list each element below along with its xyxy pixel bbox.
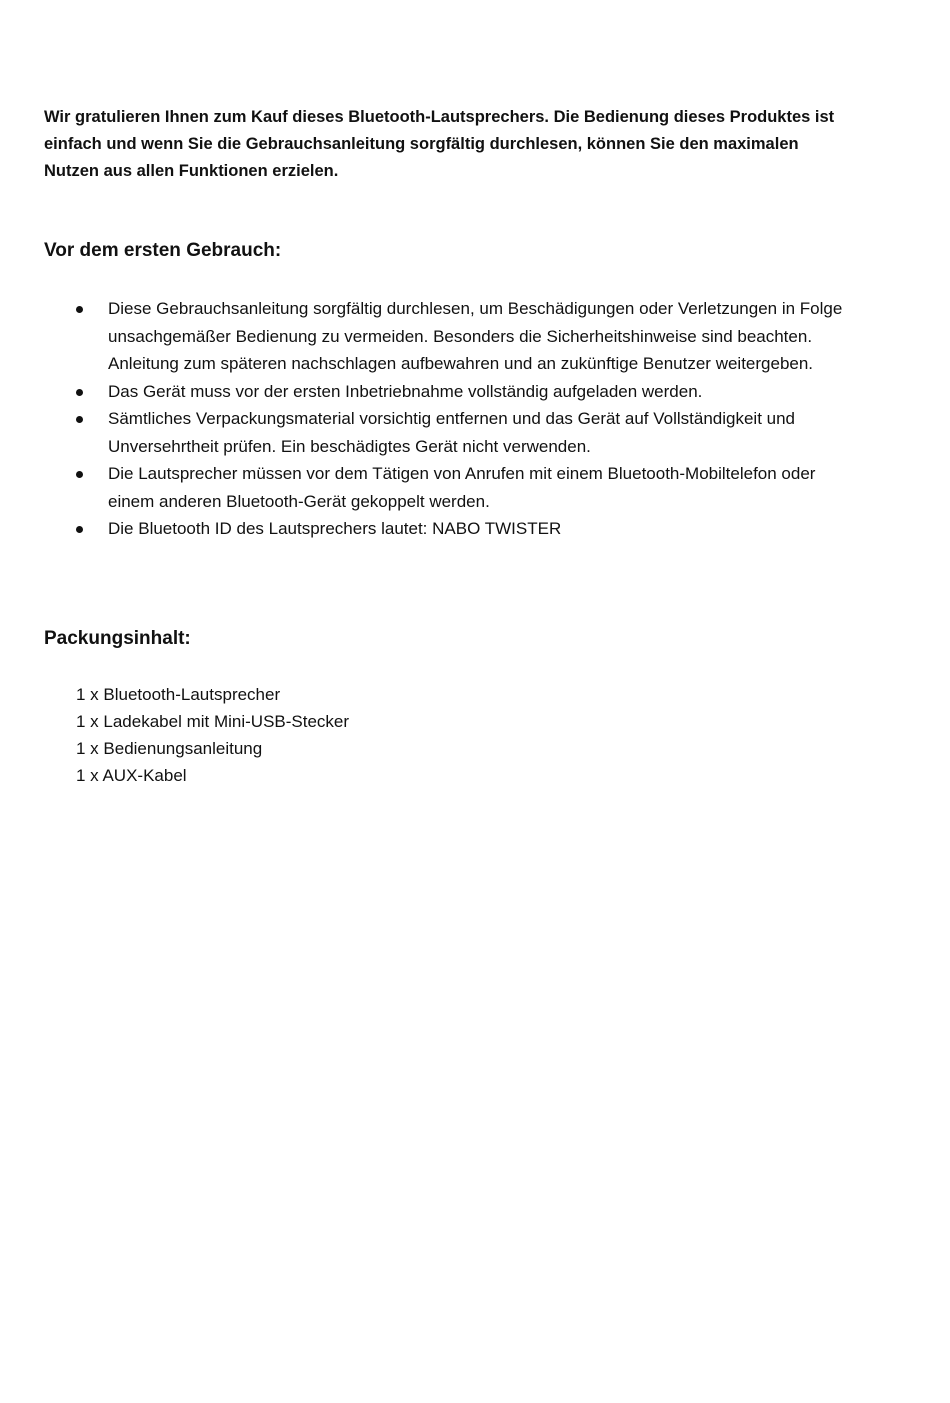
list-item-text: Diese Gebrauchsanleitung sorgfältig durchlesen, um Beschädigungen oder Verletzungen in Folge unsachgemäßer Bedienung zu vermeiden. Besonders die Sicherheitshinweise sind beachten. Anleitung zum späteren nachschlagen aufbewahren und an zukünftige Benutzer weitergeben. — [108, 299, 843, 373]
intro-paragraph: Wir gratulieren Ihnen zum Kauf dieses Bluetooth-Lautsprechers. Die Bedienung dieses Produktes ist einfach und wenn Sie die Gebrauchsanleitung sorgfältig durchlesen, können Sie den maximalen Nutzen aus allen Funktionen erzielen. — [44, 108, 835, 180]
bullet-icon — [76, 389, 83, 396]
before-first-use-list — [76, 295, 846, 543]
bullet-icon — [76, 526, 83, 533]
bullet-icon — [76, 306, 83, 313]
list-item — [76, 515, 846, 543]
list-item-text: Sämtliches Verpackungsmaterial vorsichtig entfernen und das Gerät auf Vollständigkeit und Unversehrtheit prüfen. Ein beschädigtes Gerät nicht verwenden. — [108, 409, 796, 456]
list-item — [76, 295, 846, 378]
package-item: 1 x Bedienungsanleitung — [76, 739, 263, 758]
package-item: 1 x AUX-Kabel — [76, 766, 187, 785]
before-first-use-heading: Vor dem ersten Gebrauch: — [44, 240, 282, 261]
package-item: 1 x Ladekabel mit Mini-USB-Stecker — [76, 712, 350, 731]
list-item-text: Das Gerät muss vor der ersten Inbetriebnahme vollständig aufgeladen werden. — [108, 381, 703, 401]
bullet-icon — [76, 416, 83, 423]
list-item-text: Die Lautsprecher müssen vor dem Tätigen von Anrufen mit einem Bluetooth-Mobiltelefon oder einem anderen Bluetooth-Gerät gekoppelt werden. — [108, 464, 816, 511]
list-item — [76, 378, 846, 406]
list-item — [76, 460, 846, 515]
list-item — [76, 405, 846, 460]
list-item-text: Die Bluetooth ID des Lautsprechers lautet: NABO TWISTER — [108, 519, 562, 538]
bullet-icon — [76, 471, 83, 478]
package-item: 1 x Bluetooth-Lautsprecher — [76, 685, 281, 704]
package-contents-list — [76, 681, 349, 789]
package-contents-heading: Packungsinhalt: — [44, 628, 191, 649]
